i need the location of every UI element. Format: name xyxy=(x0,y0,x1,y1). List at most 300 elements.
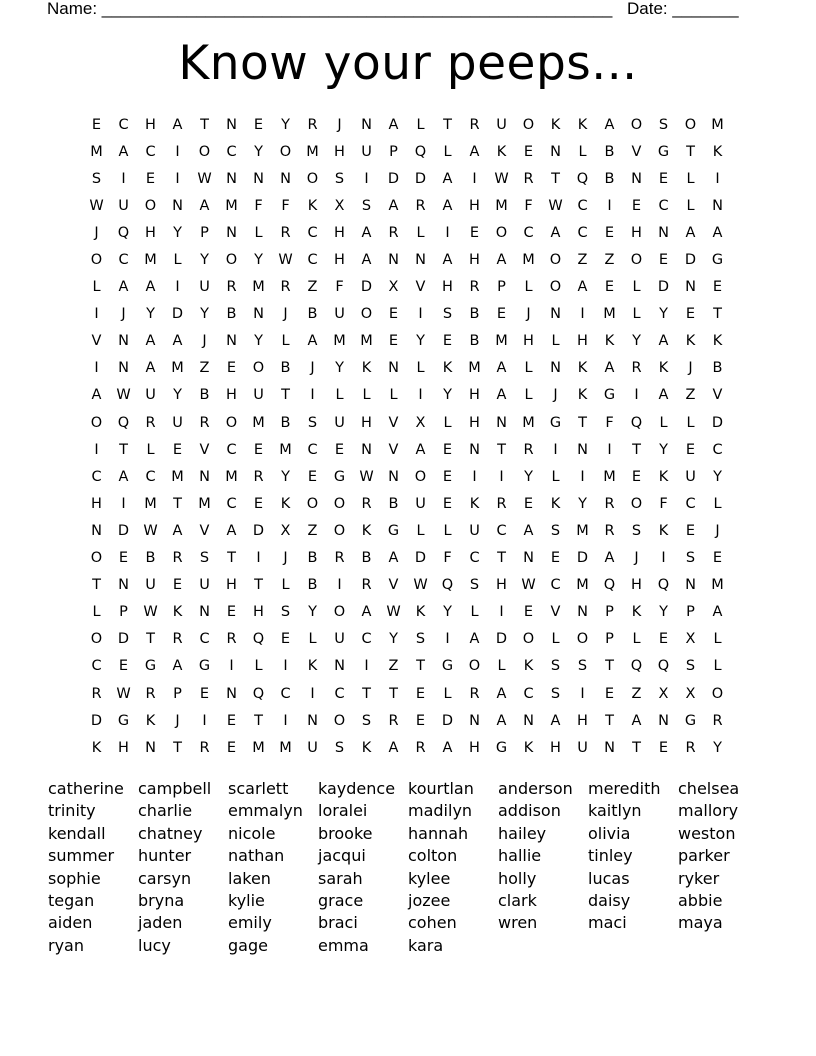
grid-letter[interactable]: K xyxy=(604,333,615,350)
grid-letter[interactable]: P xyxy=(389,143,398,160)
grid-letter[interactable]: Y xyxy=(200,252,209,269)
grid-letter[interactable]: G xyxy=(198,658,211,675)
grid-letter[interactable]: O xyxy=(711,685,724,702)
grid-letter[interactable]: E xyxy=(442,495,453,512)
grid-letter[interactable]: E xyxy=(496,306,507,323)
grid-letter[interactable]: A xyxy=(604,550,615,567)
grid-letter[interactable]: J xyxy=(337,116,342,133)
grid-letter[interactable]: R xyxy=(361,577,372,594)
grid-letter[interactable]: I xyxy=(175,143,180,160)
grid-letter[interactable]: Q xyxy=(252,631,265,648)
grid-letter[interactable]: N xyxy=(523,550,534,567)
grid-letter[interactable]: B xyxy=(604,170,615,187)
grid-letter[interactable]: A xyxy=(469,631,480,648)
grid-letter[interactable]: C xyxy=(577,224,588,241)
grid-letter[interactable]: P xyxy=(686,604,695,621)
name-field[interactable]: Name: ______________________________________________________ xyxy=(47,0,613,18)
grid-letter[interactable]: D xyxy=(414,550,427,567)
grid-letter[interactable]: M xyxy=(279,441,292,458)
grid-letter[interactable]: T xyxy=(227,550,236,567)
grid-letter[interactable]: Z xyxy=(307,522,318,539)
grid-letter[interactable]: S xyxy=(415,631,426,648)
grid-letter[interactable]: C xyxy=(226,143,237,160)
grid-letter[interactable]: D xyxy=(360,279,373,296)
grid-letter[interactable]: V xyxy=(550,604,561,621)
grid-letter[interactable]: H xyxy=(334,252,345,269)
grid-letter[interactable]: L xyxy=(578,143,587,160)
grid-letter[interactable]: A xyxy=(388,550,399,567)
grid-letter[interactable]: E xyxy=(118,658,129,675)
grid-letter[interactable]: E xyxy=(658,252,669,269)
grid-letter[interactable]: Y xyxy=(659,306,668,323)
grid-letter[interactable]: I xyxy=(445,631,450,648)
grid-letter[interactable]: O xyxy=(360,306,373,323)
grid-letter[interactable]: Y xyxy=(659,604,668,621)
grid-letter[interactable]: R xyxy=(388,712,399,729)
grid-letter[interactable]: A xyxy=(172,522,183,539)
grid-letter[interactable]: N xyxy=(118,577,129,594)
grid-letter[interactable]: I xyxy=(121,495,126,512)
grid-letter[interactable]: I xyxy=(121,170,126,187)
grid-letter[interactable]: I xyxy=(310,685,315,702)
grid-letter[interactable]: A xyxy=(577,279,588,296)
grid-letter[interactable]: E xyxy=(172,441,183,458)
grid-letter[interactable]: C xyxy=(496,522,507,539)
grid-letter[interactable]: L xyxy=(443,522,452,539)
grid-letter[interactable]: L xyxy=(389,387,398,404)
grid-letter[interactable]: G xyxy=(144,658,157,675)
grid-letter[interactable]: I xyxy=(580,685,585,702)
grid-letter[interactable]: C xyxy=(550,577,561,594)
grid-letter[interactable]: M xyxy=(171,360,184,377)
grid-letter[interactable]: S xyxy=(469,577,480,594)
grid-letter[interactable]: N xyxy=(577,441,588,458)
grid-letter[interactable]: N xyxy=(118,333,129,350)
grid-letter[interactable]: Y xyxy=(443,604,452,621)
grid-letter[interactable]: L xyxy=(551,468,560,485)
grid-letter[interactable]: Y xyxy=(416,333,425,350)
grid-letter[interactable]: A xyxy=(496,712,507,729)
grid-letter[interactable]: R xyxy=(307,116,318,133)
grid-letter[interactable]: A xyxy=(118,143,129,160)
grid-letter[interactable]: Y xyxy=(146,306,155,323)
grid-letter[interactable]: F xyxy=(524,197,533,214)
grid-letter[interactable]: B xyxy=(307,306,318,323)
grid-letter[interactable]: I xyxy=(364,170,369,187)
grid-letter[interactable]: Y xyxy=(632,333,641,350)
grid-letter[interactable]: M xyxy=(144,252,157,269)
grid-letter[interactable]: C xyxy=(712,441,723,458)
grid-letter[interactable]: W xyxy=(143,604,158,621)
grid-letter[interactable]: E xyxy=(226,739,237,756)
grid-letter[interactable]: L xyxy=(443,685,452,702)
grid-letter[interactable]: S xyxy=(199,550,210,567)
grid-letter[interactable]: N xyxy=(712,197,723,214)
grid-letter[interactable]: N xyxy=(550,306,561,323)
grid-letter[interactable]: R xyxy=(172,550,183,567)
grid-letter[interactable]: F xyxy=(254,197,263,214)
grid-letter[interactable]: N xyxy=(388,252,399,269)
grid-letter[interactable]: V xyxy=(199,441,210,458)
grid-letter[interactable]: R xyxy=(496,495,507,512)
grid-letter[interactable]: N xyxy=(496,414,507,431)
grid-letter[interactable]: T xyxy=(119,441,128,458)
grid-letter[interactable]: A xyxy=(550,712,561,729)
grid-letter[interactable]: V xyxy=(199,522,210,539)
grid-letter[interactable]: H xyxy=(523,333,534,350)
grid-letter[interactable]: L xyxy=(254,658,263,675)
grid-letter[interactable]: C xyxy=(307,252,318,269)
grid-letter[interactable]: L xyxy=(659,414,668,431)
grid-letter[interactable]: X xyxy=(388,279,399,296)
grid-letter[interactable]: B xyxy=(145,550,156,567)
grid-letter[interactable]: Q xyxy=(441,577,454,594)
grid-letter[interactable]: I xyxy=(553,441,558,458)
grid-letter[interactable]: L xyxy=(524,360,533,377)
grid-letter[interactable]: H xyxy=(631,224,642,241)
grid-letter[interactable]: S xyxy=(334,170,345,187)
grid-letter[interactable]: K xyxy=(658,468,669,485)
grid-letter[interactable]: E xyxy=(712,550,723,567)
grid-letter[interactable]: N xyxy=(388,468,399,485)
grid-letter[interactable]: L xyxy=(686,197,695,214)
grid-letter[interactable]: H xyxy=(91,495,102,512)
grid-letter[interactable]: N xyxy=(118,360,129,377)
grid-letter[interactable]: I xyxy=(418,387,423,404)
grid-letter[interactable]: F xyxy=(605,414,614,431)
grid-letter[interactable]: N xyxy=(388,360,399,377)
grid-letter[interactable]: N xyxy=(226,116,237,133)
grid-letter[interactable]: D xyxy=(414,170,427,187)
grid-letter[interactable]: L xyxy=(281,577,290,594)
grid-letter[interactable]: V xyxy=(388,577,399,594)
grid-letter[interactable]: E xyxy=(280,631,291,648)
grid-letter[interactable]: C xyxy=(199,631,210,648)
grid-letter[interactable]: I xyxy=(283,712,288,729)
grid-letter[interactable]: L xyxy=(551,631,560,648)
grid-letter[interactable]: O xyxy=(468,658,481,675)
grid-letter[interactable]: E xyxy=(334,441,345,458)
grid-letter[interactable]: M xyxy=(90,143,103,160)
grid-letter[interactable]: L xyxy=(524,279,533,296)
grid-letter[interactable]: L xyxy=(632,306,641,323)
grid-letter[interactable]: H xyxy=(469,197,480,214)
grid-letter[interactable]: Z xyxy=(388,658,399,675)
grid-letter[interactable]: Y xyxy=(308,604,317,621)
grid-letter[interactable]: M xyxy=(576,577,589,594)
grid-letter[interactable]: T xyxy=(605,658,614,675)
grid-letter[interactable]: I xyxy=(715,170,720,187)
grid-letter[interactable]: U xyxy=(496,116,507,133)
grid-letter[interactable]: D xyxy=(117,631,130,648)
grid-letter[interactable]: L xyxy=(713,658,722,675)
grid-letter[interactable]: C xyxy=(523,224,534,241)
grid-letter[interactable]: T xyxy=(605,712,614,729)
grid-letter[interactable]: T xyxy=(146,631,155,648)
grid-letter[interactable]: R xyxy=(685,739,696,756)
grid-letter[interactable]: N xyxy=(658,712,669,729)
grid-letter[interactable]: L xyxy=(92,279,101,296)
grid-letter[interactable]: I xyxy=(94,306,99,323)
grid-letter[interactable]: M xyxy=(144,495,157,512)
grid-letter[interactable]: C xyxy=(523,685,534,702)
grid-letter[interactable]: K xyxy=(496,143,507,160)
grid-letter[interactable]: C xyxy=(307,224,318,241)
grid-letter[interactable]: J xyxy=(634,550,639,567)
grid-letter[interactable]: O xyxy=(549,252,562,269)
grid-letter[interactable]: I xyxy=(364,658,369,675)
grid-letter[interactable]: N xyxy=(631,170,642,187)
grid-letter[interactable]: Y xyxy=(254,333,263,350)
grid-letter[interactable]: G xyxy=(441,658,454,675)
grid-letter[interactable]: S xyxy=(685,550,696,567)
grid-letter[interactable]: D xyxy=(657,279,670,296)
grid-letter[interactable]: O xyxy=(252,360,265,377)
grid-letter[interactable]: L xyxy=(281,333,290,350)
grid-letter[interactable]: N xyxy=(226,224,237,241)
grid-letter[interactable]: M xyxy=(360,333,373,350)
grid-letter[interactable]: B xyxy=(280,360,291,377)
grid-letter[interactable]: K xyxy=(712,143,723,160)
grid-letter[interactable]: U xyxy=(145,387,156,404)
grid-letter[interactable]: J xyxy=(175,712,180,729)
grid-letter[interactable]: F xyxy=(443,550,452,567)
grid-letter[interactable]: J xyxy=(526,306,531,323)
grid-letter[interactable]: Y xyxy=(254,143,263,160)
grid-letter[interactable]: N xyxy=(469,441,480,458)
grid-letter[interactable]: X xyxy=(685,631,696,648)
grid-letter[interactable]: H xyxy=(145,116,156,133)
grid-letter[interactable]: S xyxy=(361,197,372,214)
grid-letter[interactable]: K xyxy=(145,712,156,729)
grid-letter[interactable]: L xyxy=(146,441,155,458)
grid-letter[interactable]: J xyxy=(688,360,693,377)
grid-letter[interactable]: N xyxy=(226,333,237,350)
grid-letter[interactable]: C xyxy=(91,658,102,675)
grid-letter[interactable]: K xyxy=(307,658,318,675)
grid-letter[interactable]: W xyxy=(116,685,131,702)
grid-letter[interactable]: O xyxy=(333,522,346,539)
grid-letter[interactable]: O xyxy=(144,197,157,214)
grid-letter[interactable]: L xyxy=(416,360,425,377)
grid-letter[interactable]: E xyxy=(712,279,723,296)
grid-letter[interactable]: O xyxy=(333,495,346,512)
grid-letter[interactable]: H xyxy=(118,739,129,756)
grid-letter[interactable]: O xyxy=(549,279,562,296)
grid-letter[interactable]: X xyxy=(334,197,345,214)
grid-letter[interactable]: A xyxy=(118,468,129,485)
grid-letter[interactable]: C xyxy=(685,495,696,512)
grid-letter[interactable]: K xyxy=(172,604,183,621)
grid-letter[interactable]: X xyxy=(658,685,669,702)
grid-letter[interactable]: T xyxy=(254,577,263,594)
grid-letter[interactable]: A xyxy=(145,333,156,350)
grid-letter[interactable]: F xyxy=(335,279,344,296)
grid-letter[interactable]: D xyxy=(90,712,103,729)
grid-letter[interactable]: O xyxy=(90,252,103,269)
grid-letter[interactable]: O xyxy=(90,414,103,431)
grid-letter[interactable]: T xyxy=(713,306,722,323)
grid-letter[interactable]: Y xyxy=(335,360,344,377)
grid-letter[interactable]: N xyxy=(658,224,669,241)
grid-letter[interactable]: Y xyxy=(713,739,722,756)
grid-letter[interactable]: R xyxy=(469,116,480,133)
grid-letter[interactable]: G xyxy=(657,143,670,160)
grid-letter[interactable]: V xyxy=(415,279,426,296)
grid-letter[interactable]: C xyxy=(118,116,129,133)
grid-letter[interactable]: O xyxy=(279,143,292,160)
grid-letter[interactable]: N xyxy=(199,468,210,485)
grid-letter[interactable]: X xyxy=(280,522,291,539)
grid-letter[interactable]: L xyxy=(632,631,641,648)
grid-letter[interactable]: N xyxy=(685,279,696,296)
grid-letter[interactable]: C xyxy=(307,441,318,458)
grid-letter[interactable]: T xyxy=(362,685,371,702)
grid-letter[interactable]: K xyxy=(550,116,561,133)
grid-letter[interactable]: C xyxy=(226,495,237,512)
grid-letter[interactable]: E xyxy=(550,550,561,567)
grid-letter[interactable]: K xyxy=(631,604,642,621)
grid-letter[interactable]: K xyxy=(658,522,669,539)
grid-letter[interactable]: M xyxy=(279,739,292,756)
grid-letter[interactable]: U xyxy=(199,279,210,296)
grid-letter[interactable]: E xyxy=(307,468,318,485)
grid-letter[interactable]: S xyxy=(361,712,372,729)
grid-letter[interactable]: E xyxy=(442,468,453,485)
grid-letter[interactable]: I xyxy=(175,170,180,187)
grid-letter[interactable]: O xyxy=(333,604,346,621)
grid-letter[interactable]: D xyxy=(495,631,508,648)
grid-letter[interactable]: U xyxy=(361,143,372,160)
grid-letter[interactable]: G xyxy=(117,712,130,729)
grid-letter[interactable]: A xyxy=(361,604,372,621)
grid-letter[interactable]: M xyxy=(603,468,616,485)
grid-letter[interactable]: F xyxy=(281,197,290,214)
grid-letter[interactable]: Y xyxy=(659,441,668,458)
grid-letter[interactable]: I xyxy=(310,387,315,404)
grid-letter[interactable]: O xyxy=(225,414,238,431)
grid-letter[interactable]: D xyxy=(252,522,265,539)
grid-letter[interactable]: N xyxy=(226,170,237,187)
grid-letter[interactable]: W xyxy=(116,387,131,404)
grid-letter[interactable]: J xyxy=(310,360,315,377)
grid-letter[interactable]: O xyxy=(684,116,697,133)
grid-letter[interactable]: K xyxy=(361,360,372,377)
grid-letter[interactable]: P xyxy=(605,604,614,621)
grid-letter[interactable]: M xyxy=(603,306,616,323)
grid-letter[interactable]: R xyxy=(604,495,615,512)
grid-letter[interactable]: N xyxy=(226,685,237,702)
grid-letter[interactable]: S xyxy=(631,522,642,539)
grid-letter[interactable]: M xyxy=(306,143,319,160)
grid-letter[interactable]: Z xyxy=(685,387,696,404)
grid-letter[interactable]: V xyxy=(631,143,642,160)
grid-letter[interactable]: M xyxy=(576,522,589,539)
grid-letter[interactable]: W xyxy=(89,197,104,214)
grid-letter[interactable]: L xyxy=(416,522,425,539)
grid-letter[interactable]: O xyxy=(333,712,346,729)
grid-letter[interactable]: C xyxy=(361,631,372,648)
grid-letter[interactable]: G xyxy=(684,712,697,729)
grid-letter[interactable]: A xyxy=(199,197,210,214)
grid-letter[interactable]: O xyxy=(198,143,211,160)
grid-letter[interactable]: W xyxy=(143,522,158,539)
grid-letter[interactable]: G xyxy=(549,414,562,431)
grid-letter[interactable]: J xyxy=(283,306,288,323)
grid-letter[interactable]: H xyxy=(469,387,480,404)
grid-letter[interactable]: L xyxy=(308,631,317,648)
grid-letter[interactable]: A xyxy=(550,224,561,241)
grid-letter[interactable]: M xyxy=(252,279,265,296)
grid-letter[interactable]: G xyxy=(387,522,400,539)
grid-letter[interactable]: A xyxy=(604,116,615,133)
grid-letter[interactable]: T xyxy=(551,170,560,187)
grid-letter[interactable]: I xyxy=(499,604,504,621)
grid-letter[interactable]: A xyxy=(496,387,507,404)
grid-letter[interactable]: J xyxy=(715,522,720,539)
grid-letter[interactable]: U xyxy=(307,739,318,756)
grid-letter[interactable]: A xyxy=(712,224,723,241)
grid-letter[interactable]: L xyxy=(416,224,425,241)
grid-letter[interactable]: H xyxy=(442,279,453,296)
grid-letter[interactable]: N xyxy=(604,739,615,756)
grid-letter[interactable]: T xyxy=(578,414,587,431)
grid-letter[interactable]: M xyxy=(252,739,265,756)
grid-letter[interactable]: H xyxy=(145,224,156,241)
grid-letter[interactable]: I xyxy=(607,197,612,214)
grid-letter[interactable]: R xyxy=(172,631,183,648)
grid-letter[interactable]: Z xyxy=(631,685,642,702)
grid-letter[interactable]: U xyxy=(334,414,345,431)
grid-letter[interactable]: H xyxy=(577,712,588,729)
grid-letter[interactable]: W xyxy=(548,197,563,214)
grid-letter[interactable]: W xyxy=(197,170,212,187)
grid-letter[interactable]: S xyxy=(442,306,453,323)
grid-letter[interactable]: R xyxy=(91,685,102,702)
grid-letter[interactable]: Q xyxy=(657,577,670,594)
grid-letter[interactable]: Q xyxy=(657,658,670,675)
grid-letter[interactable]: O xyxy=(306,495,319,512)
grid-letter[interactable]: W xyxy=(413,577,428,594)
grid-letter[interactable]: K xyxy=(361,739,372,756)
grid-letter[interactable]: O xyxy=(630,116,643,133)
grid-letter[interactable]: R xyxy=(604,522,615,539)
grid-letter[interactable]: E xyxy=(658,170,669,187)
grid-letter[interactable]: L xyxy=(713,631,722,648)
grid-letter[interactable]: K xyxy=(658,360,669,377)
grid-letter[interactable]: K xyxy=(577,116,588,133)
grid-letter[interactable]: O xyxy=(495,224,508,241)
grid-letter[interactable]: N xyxy=(145,739,156,756)
grid-letter[interactable]: U xyxy=(334,306,345,323)
grid-letter[interactable]: E xyxy=(442,333,453,350)
grid-letter[interactable]: H xyxy=(631,577,642,594)
grid-letter[interactable]: J xyxy=(553,387,558,404)
grid-letter[interactable]: A xyxy=(442,252,453,269)
grid-letter[interactable]: S xyxy=(577,658,588,675)
grid-letter[interactable]: R xyxy=(199,739,210,756)
grid-letter[interactable]: A xyxy=(172,333,183,350)
grid-letter[interactable]: O xyxy=(522,631,535,648)
grid-letter[interactable]: R xyxy=(469,279,480,296)
grid-letter[interactable]: B xyxy=(469,333,480,350)
grid-letter[interactable]: L xyxy=(686,170,695,187)
grid-letter[interactable]: N xyxy=(415,252,426,269)
grid-letter[interactable]: A xyxy=(388,739,399,756)
grid-letter[interactable]: E xyxy=(685,441,696,458)
grid-letter[interactable]: J xyxy=(121,306,126,323)
grid-letter[interactable]: O xyxy=(522,116,535,133)
